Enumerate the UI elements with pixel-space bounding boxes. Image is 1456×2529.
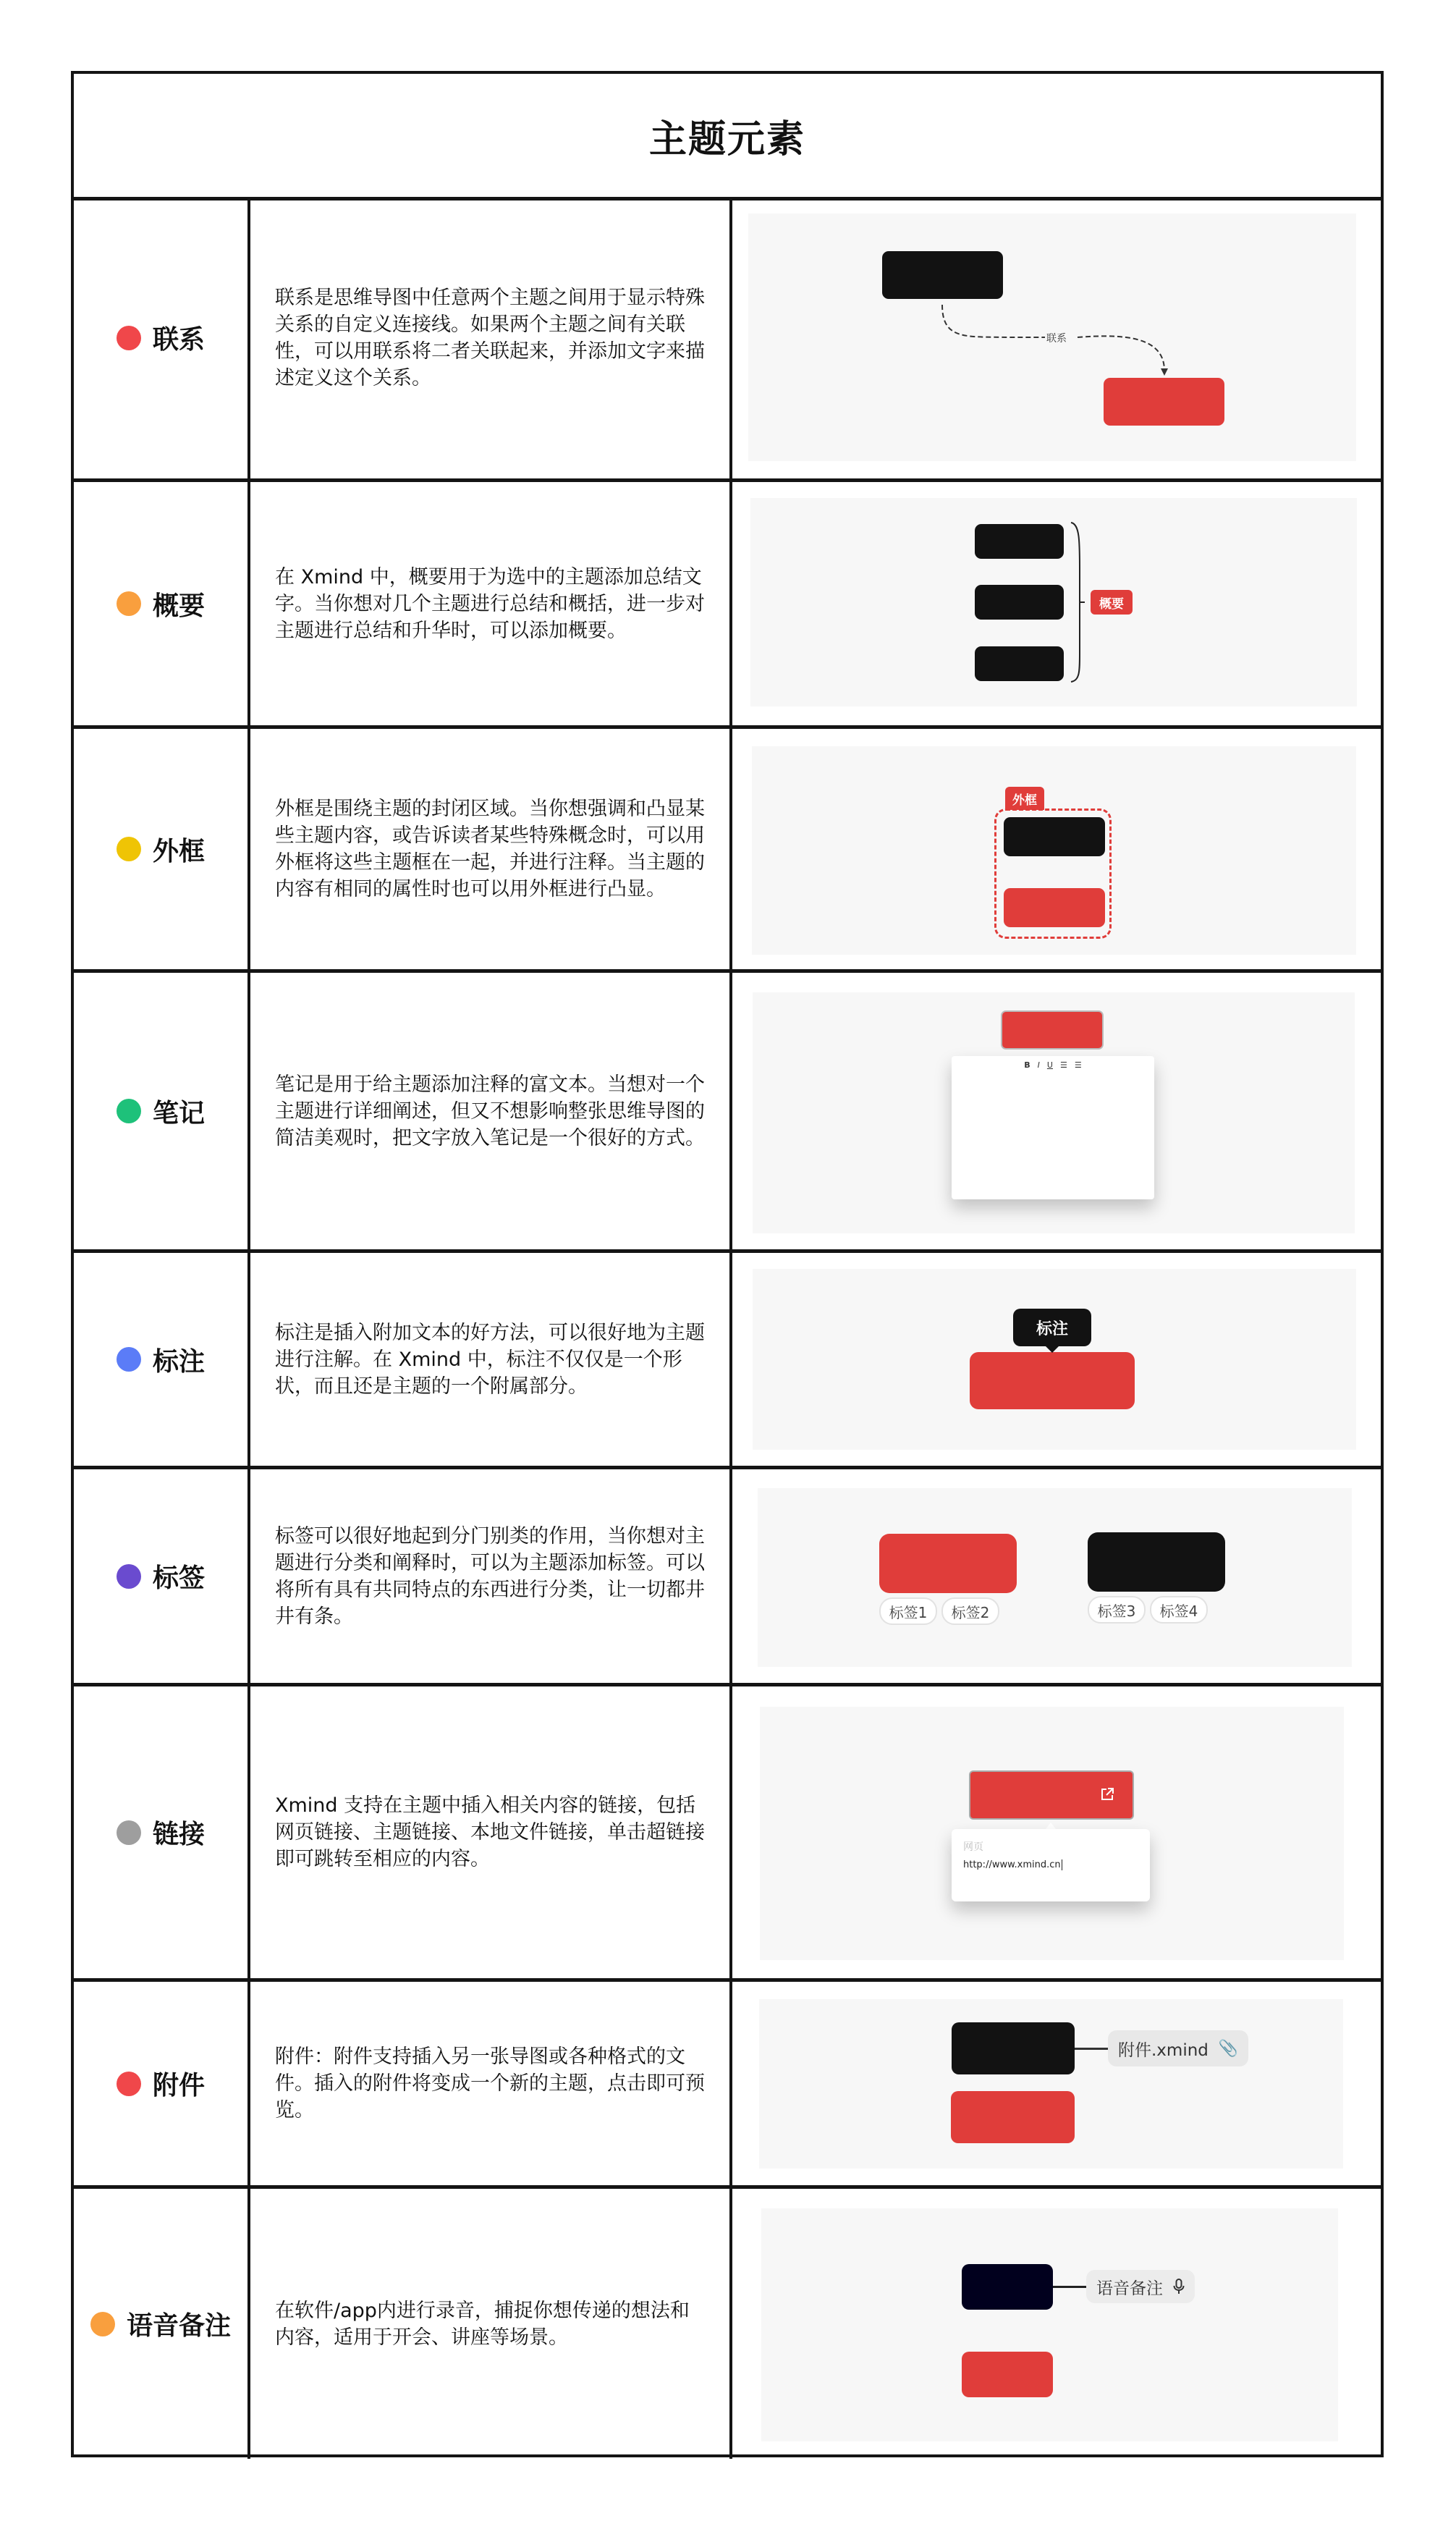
external-link-icon[interactable] (1099, 1786, 1115, 1802)
element-description: 在 Xmind 中，概要用于为选中的主题添加总结文字。当你想对几个主题进行总结和概括，进一步对主题进行总结和升华时，可以添加概要。 (275, 565, 705, 642)
popup-pointer-icon (1046, 1823, 1056, 1829)
illustration-panel (753, 992, 1355, 1233)
element-name: 标注 (152, 1346, 205, 1377)
element-description: 联系是思维导图中任意两个主题之间用于显示特殊关系的自定义连接线。如果两个主题之间有关联性，可以用联系将二者关联起来，并添加文字来描述定义这个关系。 (275, 286, 705, 389)
illustration-cell (732, 1469, 1381, 1683)
description-cell (250, 1686, 732, 1978)
table-row (74, 2189, 1381, 2459)
color-dot-icon (117, 2072, 141, 2096)
element-name-cell (74, 973, 250, 1249)
element-name: 语音备注 (126, 2311, 231, 2341)
element-name: 联系 (152, 325, 205, 355)
illustration-panel (758, 1488, 1352, 1667)
description-cell (250, 1253, 732, 1466)
description-cell (250, 2189, 732, 2459)
element-name-cell (74, 729, 250, 969)
color-dot-icon (117, 1099, 141, 1123)
linked-topic[interactable] (970, 1772, 1133, 1818)
attachment-chip[interactable] (1108, 2030, 1248, 2066)
element-name-cell (74, 1982, 250, 2185)
link-popup (952, 1829, 1150, 1901)
table-row (74, 1469, 1381, 1686)
summary-brace-icon (750, 498, 1357, 706)
illustration-panel (750, 498, 1357, 706)
illustration-panel (753, 1269, 1356, 1450)
link-type-label: 网页 (963, 1841, 983, 1853)
boundary-label: 外框 (1005, 787, 1044, 810)
illustration-cell (732, 973, 1381, 1249)
table-row (74, 197, 1381, 482)
topic (1002, 1012, 1102, 1048)
element-description: 标签可以很好地起到分门别类的作用，当你想对主题进行分类和阐释时，可以为主题添加标签。可以将所有具有共同特点的东西进行分类，让一切都井井有条。 (275, 1524, 705, 1628)
element-description: 标注是插入附加文本的好方法，可以很好地为主题进行注解。在 Xmind 中，标注不仅仅是一个形状，而且还是主题的一个附属部分。 (275, 1321, 705, 1398)
color-dot-icon (117, 1564, 141, 1589)
relationship-label: 联系 (1046, 333, 1067, 345)
illustration-cell (732, 1686, 1381, 1978)
element-name-cell (74, 482, 250, 725)
url-input[interactable]: http://www.xmind.cn (963, 1859, 1061, 1870)
topic-elements-table (71, 71, 1384, 2457)
tag-label: 标签1 (879, 1597, 937, 1625)
color-dot-icon (117, 1820, 141, 1845)
table-header (74, 74, 1381, 200)
summary-label: 概要 (1091, 590, 1133, 615)
illustration-panel (748, 214, 1356, 461)
description-cell (250, 973, 732, 1249)
topic (970, 1352, 1135, 1409)
element-name-cell (74, 1253, 250, 1466)
element-description: 外框是围绕主题的封闭区域。当你想强调和凸显某些主题内容，或告诉读者某些特殊概念时，可以用外框将这些主题框在一起，并进行注释。当主题的内容有相同的属性时也可以用外框进行凸显。 (275, 798, 705, 900)
table-row (74, 1686, 1381, 1982)
element-name: 标签 (152, 1563, 205, 1593)
illustration-cell (732, 1253, 1381, 1466)
topic (1004, 817, 1105, 856)
table-row (74, 729, 1381, 973)
description-cell (250, 482, 732, 725)
topic (951, 2091, 1075, 2143)
illustration-panel (760, 1707, 1344, 1960)
element-description: Xmind 支持在主题中插入相关内容的链接，包括网页链接、主题链接、本地文件链接，单击超链接即可跳转至相应的内容。 (275, 1794, 705, 1870)
page-title: 主题元素 (648, 117, 805, 161)
description-cell (250, 1982, 732, 2185)
element-name-cell (74, 1469, 250, 1683)
numbered-list-icon[interactable]: ☰ (1074, 1060, 1082, 1070)
element-name: 概要 (152, 591, 205, 621)
voice-note-chip[interactable] (1086, 2270, 1195, 2303)
element-name: 附件 (152, 2071, 205, 2101)
note-editor[interactable] (952, 1056, 1154, 1199)
table-row (74, 482, 1381, 729)
callout-bubble (1013, 1309, 1091, 1346)
topic (1004, 888, 1105, 927)
illustration-panel (759, 1999, 1343, 2169)
topic (962, 2264, 1053, 2310)
microphone-icon (1173, 2279, 1185, 2294)
italic-button[interactable]: I (1037, 1060, 1040, 1070)
illustration-cell (732, 729, 1381, 969)
bullet-list-icon[interactable]: ☰ (1059, 1060, 1067, 1070)
element-description: 笔记是用于给主题添加注释的富文本。当想对一个主题进行详细阐述，但又不想影响整张思维导图的简洁美观时，把文字放入笔记是一个很好的方式。 (275, 1073, 705, 1149)
description-cell (250, 197, 732, 478)
element-description: 附件：附件支持插入另一张导图或各种格式的文件。插入的附件将变成一个新的主题，点击即可预览。 (275, 2045, 705, 2121)
connector-line (1053, 2286, 1086, 2288)
illustration-panel (752, 746, 1356, 955)
element-name: 外框 (152, 836, 205, 866)
tag-label: 标签3 (1088, 1596, 1146, 1624)
topic (952, 2022, 1075, 2074)
tag-label: 标签4 (1150, 1596, 1208, 1624)
topic (1088, 1532, 1225, 1592)
note-toolbar (952, 1060, 1154, 1070)
illustration-cell (732, 2189, 1381, 2459)
bold-button[interactable]: B (1024, 1060, 1030, 1070)
color-dot-icon (117, 1347, 141, 1372)
callout-label: 标注 (1036, 1320, 1068, 1338)
illustration-cell (732, 482, 1381, 725)
element-name-cell (74, 1686, 250, 1978)
table-row (74, 1982, 1381, 2189)
table-row (74, 1253, 1381, 1469)
color-dot-icon (117, 591, 141, 616)
illustration-cell (732, 1982, 1381, 2185)
element-name-cell (74, 197, 250, 478)
color-dot-icon (117, 326, 141, 350)
element-name-cell (74, 2189, 250, 2459)
color-dot-icon (117, 837, 141, 861)
element-name: 笔记 (152, 1098, 205, 1128)
description-cell (250, 1469, 732, 1683)
underline-button[interactable]: U (1046, 1060, 1053, 1070)
topic (962, 2352, 1053, 2397)
connector-line (1075, 2048, 1108, 2050)
element-name: 链接 (152, 1820, 205, 1849)
illustration-panel (761, 2208, 1338, 2441)
description-cell (250, 729, 732, 969)
paperclip-icon: 📎 (1218, 2039, 1239, 2058)
topic (879, 1534, 1017, 1593)
color-dot-icon (90, 2312, 115, 2336)
illustration-cell (732, 197, 1381, 478)
callout-pointer-icon (1045, 1346, 1059, 1353)
tag-label: 标签2 (941, 1597, 999, 1625)
attachment-label: 附件.xmind (1118, 2040, 1209, 2060)
voice-note-label: 语音备注 (1096, 2279, 1163, 2298)
table-row (74, 973, 1381, 1253)
element-description: 在软件/app内进行录音，捕捉你想传递的想法和内容，适用于开会、讲座等场景。 (275, 2299, 690, 2349)
